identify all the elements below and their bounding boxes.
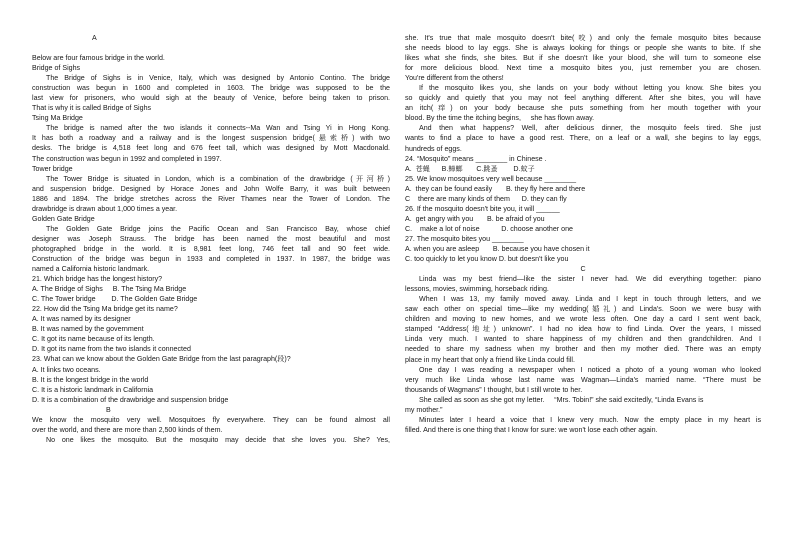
text-line: and suspension bridge. Designed by Horace Jones and John Wolfe Barry, it was built between [32,184,390,193]
text-line: lessons, movies, swimming, horseback riding. [405,285,549,294]
question-23: 23. What can we know about the Golden Gate Bridge from the last paragraph(段)? [32,355,291,364]
text-line: 1886 and 1894. The bridge stretches across the River Thames near the Tower of London. The [32,194,390,203]
text-line: Below are four famous bridge in the world. [32,54,165,63]
text-line: The Bridge of Sighs is in Venice, Italy, which was designed by Antonio Contino. The bridge [46,74,390,83]
section-a-label: A [92,34,97,42]
section-b-label: B [106,405,111,414]
text-line: saw each other on special time—like my wedding(婚礼) and Linda's. Soon we were busy with [405,305,761,314]
heading-tower-bridge: Tower bridge [32,164,73,173]
text-line: We know the mosquito very well. Mosquitoes fly everywhere. They can be found almost all [32,415,390,424]
text-line: desks. The bridge is 4,518 feet long and 676 feet tall, which was designed by Mott Macdonald. [32,144,390,153]
question-option: A. when you are asleep B. because you have chosen it [405,244,590,253]
question-option: D. It is a combination of the drawbridge and suspension bridge [32,395,229,404]
text-line: needed to share my sadness when my brother and then my mother died. There was an empty [405,345,761,354]
text-line: named a California historic landmark. [32,265,150,274]
text-line: wants to find a place to have a good rest. There, on a leaf or a wall, she begins to lay eggs, [405,134,761,143]
text-line: The bridge is named after the two islands it connects--Ma Wan and Tsing Yi in Hong Kong. [46,124,390,133]
text-line: Linda very much. I wanted to share happiness of my children and then grandchildren. And I [405,335,761,344]
question-option: C. too quickly to let you know D. but doesn't like you [405,255,569,264]
question-option: A. they can be found easily B. they fly here and there [405,184,586,193]
question-option: B. It was named by the government [32,325,144,334]
text-line: so quickly and quietly that you may not feel anything different. After she bites, you will have [405,94,761,103]
text-line: Linda was my best friend—like the sister I never had. We did everything together: piano [419,275,761,284]
text-line: very much like Linda whose last name was Wagman—Linda's married name. “There must be [405,375,761,384]
text-line: over the world, and there are more than 2,500 kinds of them. [32,425,223,434]
text-line: It has both a roadway and a railway and is the longest suspension bridge(悬索桥) with two [32,134,390,143]
question-25: 25. We know mosquitoes very well because ________ [405,174,577,183]
section-c-label: C [580,265,586,274]
text-line: The construction was begun in 1992 and completed in 1997. [32,154,222,163]
question-option: A. get angry with you B. be afraid of you [405,214,545,223]
text-line: That is why it is called Bridge of Sighs [32,104,152,113]
question-option: C there are many kinds of them D. they can fly [405,194,567,203]
text-line: likes what she finds, she bites. But if she doesn't like your blood, she will turn to someone else [405,54,761,63]
text-line: place in my heart that only a friend like Linda could fill. [405,355,575,364]
text-line: last view for prisoners, who would sigh at the beauty of Venice, before being taken to prison. [32,94,390,103]
question-option: C. It got its name because of its length. [32,335,155,344]
question-option: A. 苍蝇 B.蟑螂 C.跳蚤 D.蚊子 [405,164,535,173]
question-24: 24. “Mosquito” means ________ in Chinese . [405,154,547,163]
text-line: One day I was reading a newspaper when I noticed a photo of a young woman who looked [419,365,761,374]
text-line: photographed bridge in the world. It is 8,981 feet long, 746 feet tall and 90 feet wide. [32,244,390,253]
question-26: 26. If the mosquito doesn't bite you, it will ______ [405,204,560,213]
text-line: hundreds of eggs. [405,144,462,153]
question-option: C. It is a historic landmark in California [32,385,154,394]
question-option: C. The Tower bridge D. The Golden Gate Bridge [32,295,198,304]
text-line: construction was begun in 1600 and completed in 1603. The bridge was supposed to be the [32,84,390,93]
question-option: A. It links two oceans. [32,365,101,374]
text-line: she needs blood to lay eggs. She is always looking for things or people she wants to bite. If she [405,44,761,53]
question-option: A. The Bridge of Sighs B. The Tsing Ma Bridge [32,285,187,294]
text-line: She called as soon as she got my letter. “Mrs. Tobin!” she said excitedly, “Linda Evans is [419,395,704,404]
text-line: stamped “Address(地址) unknown”. I had no idea how to find Linda. Over the years, I missed [405,325,761,334]
right-column [405,0,761,435]
text-line: my mother.” [405,405,443,414]
text-line: And then what happens? Well, after delicious dinner, the mosquito feels tired. She just [419,124,761,133]
text-line: No one likes the mosquito. But the mosquito may decide that she loves you. She? Yes, [46,435,390,444]
question-option: A. It was named by its designer [32,315,131,324]
text-line: If the mosquito likes you, she lands on your body without letting you know. She bites you [419,84,761,93]
question-option: B. It is the longest bridge in the world [32,375,149,384]
heading-golden-gate-bridge: Golden Gate Bridge [32,214,95,223]
left-column [32,0,390,445]
text-line: The Golden Gate Bridge joins the Pacific Ocean and San Francisco Bay, whose chief [46,224,390,233]
text-line: filled. And there is one thing that I know for sure: we won't lose each other again. [405,425,658,434]
text-line: an itch(痒) on your body because she puts something from her mouth together with your [405,104,761,113]
question-option: C. make a lot of noise D. choose another one [405,224,573,233]
text-line: The Tower Bridge is situated in London, which is a combination of the drawbridge (开河桥) [46,174,390,183]
text-line: When I was 13, my family moved away. Linda and I kept in touch through letters, and we [419,295,761,304]
text-line: blood. By the time the itching begins, she has flown away. [405,114,595,123]
text-line: for more delicious blood. Next time a mosquito bites you, just remember you are chosen. [405,64,761,73]
text-line: Minutes later I heard a voice that I knew very much. Now the empty place in my heart is [419,415,761,424]
question-21: 21. Which bridge has the longest history? [32,275,163,284]
heading-bridge-of-sighs: Bridge of Sighs [32,64,81,73]
text-line: designer was Joseph Strauss. The bridge has been named the most beautiful and most [32,234,390,243]
text-line: thousands of Wagmans” I thought, but I still wrote to her. [405,385,583,394]
question-option: D. It got its name from the two islands it connected [32,345,191,354]
heading-tsing-ma-bridge: Tsing Ma Bridge [32,114,83,123]
question-22: 22. How did the Tsing Ma bridge get its name? [32,305,178,314]
text-line: children and moving to new homes, and we wrote less often. One day a card I sent went back, [405,315,761,324]
question-27: 27. The mosquito bites you ________ [405,234,524,243]
text-line: drawbridge is drawn about 1,000 times a year. [32,204,178,213]
text-line: You're different from the others! [405,74,504,83]
text-line: she. It's true that male mosquito doesn't bite(咬) and only the female mosquito bites because [405,34,761,42]
text-line: Construction of the bridge was begun in 1933 and completed in 1937. In 1987, the bridge was [32,254,390,263]
